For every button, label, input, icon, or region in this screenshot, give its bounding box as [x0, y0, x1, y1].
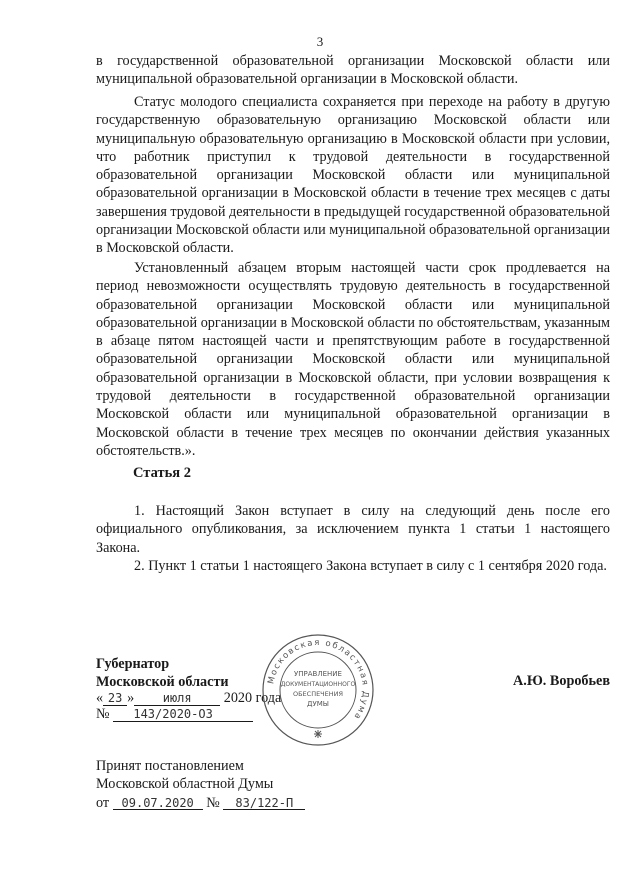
acceptance-line1: Принят постановлением [96, 758, 244, 774]
stamp-star-icon [314, 730, 322, 738]
article-2-clause-1: 1. Настоящий Закон вступает в силу на следующий день после его официального опубликования, за исключением пункта 1 статьи 1 настоящего Закона. [96, 503, 610, 556]
law-number-value: 143/2020-ОЗ [133, 707, 213, 721]
acceptance-date-value: 09.07.2020 [121, 795, 194, 810]
acceptance-date-label: от [96, 794, 110, 811]
stamp-center-line4: ДУМЫ [307, 700, 329, 708]
acceptance-date-line [96, 794, 305, 812]
page-number: 3 [316, 34, 324, 49]
paragraph-term-extension: Установленный абзацем вторым настоящей части срок продлевается на период невозможности осуществлять трудовую деятельность в государственной образовательной организации Московской области или муниципальной образовательной организации в Московской области по обстоятельствам, указанным в абзаце пятом настоящей части и препятствующим работе в государственной образовательной организации Московской области или муниципальной образовательной организации в Московской области, при условии возвращения к трудовой деятельности в государственной образовательной организации Московской области или муниципальной образовательной организации в Московской области в течение трех месяцев по окончании действия указанных обстоятельств.». [96, 260, 610, 459]
article-2-clause-2: 2. Пункт 1 статьи 1 настоящего Закона вступает в силу с 1 сентября 2020 года. [134, 558, 607, 574]
official-stamp [260, 632, 376, 748]
signer-name: А.Ю. Воробьев [513, 673, 610, 689]
governor-title [96, 655, 229, 692]
governor-title-line2: Московской области [96, 674, 229, 691]
stamp-ring-text: Московская областная Дума [266, 637, 371, 722]
date-year: 2020 года [223, 690, 282, 706]
article-2-heading: Статья 2 [133, 465, 191, 481]
stamp-center-line3: ОБЕСПЕЧЕНИЯ [292, 690, 344, 698]
date-quote-close: » [127, 690, 135, 706]
date-quote-open: « [96, 690, 104, 706]
acceptance-number-label: № [206, 794, 220, 811]
stamp-center-line2: ДОКУМЕНТАЦИОННОГО [280, 681, 356, 688]
paragraph-continuation: в государственной образовательной организации Московской области или муниципальной образовательной организации в Московской области. [96, 53, 610, 88]
date-month: июля [162, 691, 192, 705]
governor-title-line1: Губернатор [96, 656, 170, 672]
signing-date [96, 690, 281, 707]
acceptance-line2: Московской областной Думы [96, 776, 274, 793]
paragraph-young-specialist-status: Статус молодого специалиста сохраняется при переходе на работу в другую государственную образовательную организацию Московской области или муниципальную образовательную организацию в Московской области при условии, что работник приступил к трудовой деятельности в государственной образовательной организации Московской области или муниципальной образовательной организации в Московской области в течение трех месяцев с даты завершения трудовой деятельности в предыдущей государственной образовательной организации Московской области или муниципальной образовательной организации в Московской области. [96, 94, 610, 257]
law-number-label: № [96, 706, 110, 722]
law-number [96, 706, 253, 723]
acceptance-number-value: 83/122-П [235, 795, 294, 810]
acceptance-block [96, 757, 305, 812]
date-day: 23 [107, 691, 123, 705]
stamp-center-line1: УПРАВЛЕНИЕ [294, 670, 342, 678]
